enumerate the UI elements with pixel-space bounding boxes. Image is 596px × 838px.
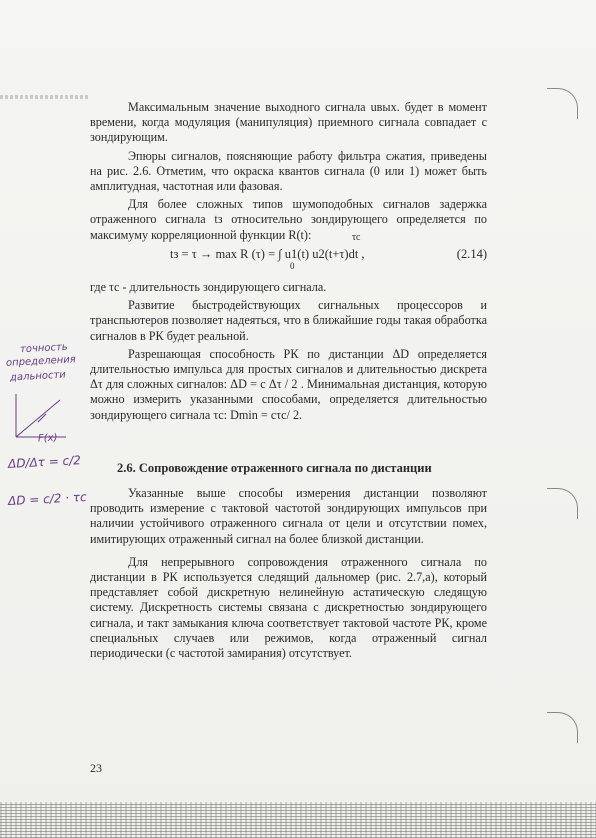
margin-note: ΔD/Δτ = c/2 [7, 453, 82, 471]
equation-body: tз = τ → max R (τ) = ∫ u1(t) u2(t+τ)dt , [170, 247, 365, 261]
margin-note: ΔD = c/2 · τс [7, 489, 87, 509]
paragraph: Разрешающая способность РК по дистанции ΔD определяется длительностью импульса для простых сигналов и длительностью дискрета Δτ для сложных сигналов: ΔD = c Δτ / 2 . Минимальная дистанция, которую можно измерить указанными способами, определяется длительностью зондирующего сигнала τс: Dmin = cτс/ 2. [90, 346, 487, 422]
text-block-top [90, 100, 487, 243]
margin-note: дальности [9, 369, 67, 384]
equation-2-14 [90, 232, 487, 278]
punch-hole-mark [547, 488, 578, 519]
paragraph: Для более сложных типов шумоподобных сигналов задержка отраженного сигнала tз относительно зондирующего определяется по максимуму корреляционной функции R(t): [90, 197, 487, 242]
page-number: 23 [90, 761, 102, 775]
punch-hole-mark [547, 88, 578, 119]
margin-note: определения [5, 354, 77, 369]
margin-note: точность [19, 341, 68, 356]
equation-number: (2.14) [456, 247, 487, 261]
text-block-bottom [90, 486, 487, 661]
paragraph: Максимальным значение выходного сигнала uвых. будет в момент времени, когда модуляция (манипуляция) приемного сигнала совпадает с зондирующим. [90, 100, 487, 145]
handwritten-margin-notes [0, 0, 90, 838]
section-heading: 2.6. Сопровождение отраженного сигнала по дистанции [117, 461, 432, 475]
integral-upper-limit: τс [352, 232, 361, 243]
paragraph: Для непрерывного сопровождения отраженного сигнала по дистанции в РК используется следящий дальномер (рис. 2.7,а), который представляет собой дискретную нелинейную астатическую следящую систему. Дискретность системы связана с дискретностью зондирующего сигнала, и такт замыкания ключа соответствует тактовой частоте РК, кроме специальных случаев или режимов, когда отраженный сигнал периодически (с частотой замирания) отсутствует. [90, 554, 487, 661]
paragraph: Развитие быстродействующих сигнальных процессоров и транспьютеров позволяет надеяться, что в ближайшие годы такая обработка сигналов в РК будет реальной. [90, 298, 487, 343]
text-block-middle [90, 280, 487, 423]
scan-artifact [0, 802, 596, 838]
paragraph: Эпюры сигналов, поясняющие работу фильтра сжатия, приведены на рис. 2.6. Отметим, что окраска квантов сигнала (0 или 1) может быть амплитудная, частотная или фазовая. [90, 148, 487, 194]
punch-hole-mark [547, 712, 578, 743]
integral-lower-limit: 0 [290, 261, 295, 271]
margin-note: F(x) [37, 432, 58, 445]
paragraph: Указанные выше способы измерения дистанции позволяют проводить измерение с тактовой частотой зондирующих импульсов при наличии устойчивого отраженного сигнала от цели и отсутствии помех, имитирующих отраженный сигнал на более близкой дистанции. [90, 486, 487, 546]
paragraph: где τс - длительность зондирующего сигнала. [90, 280, 327, 294]
